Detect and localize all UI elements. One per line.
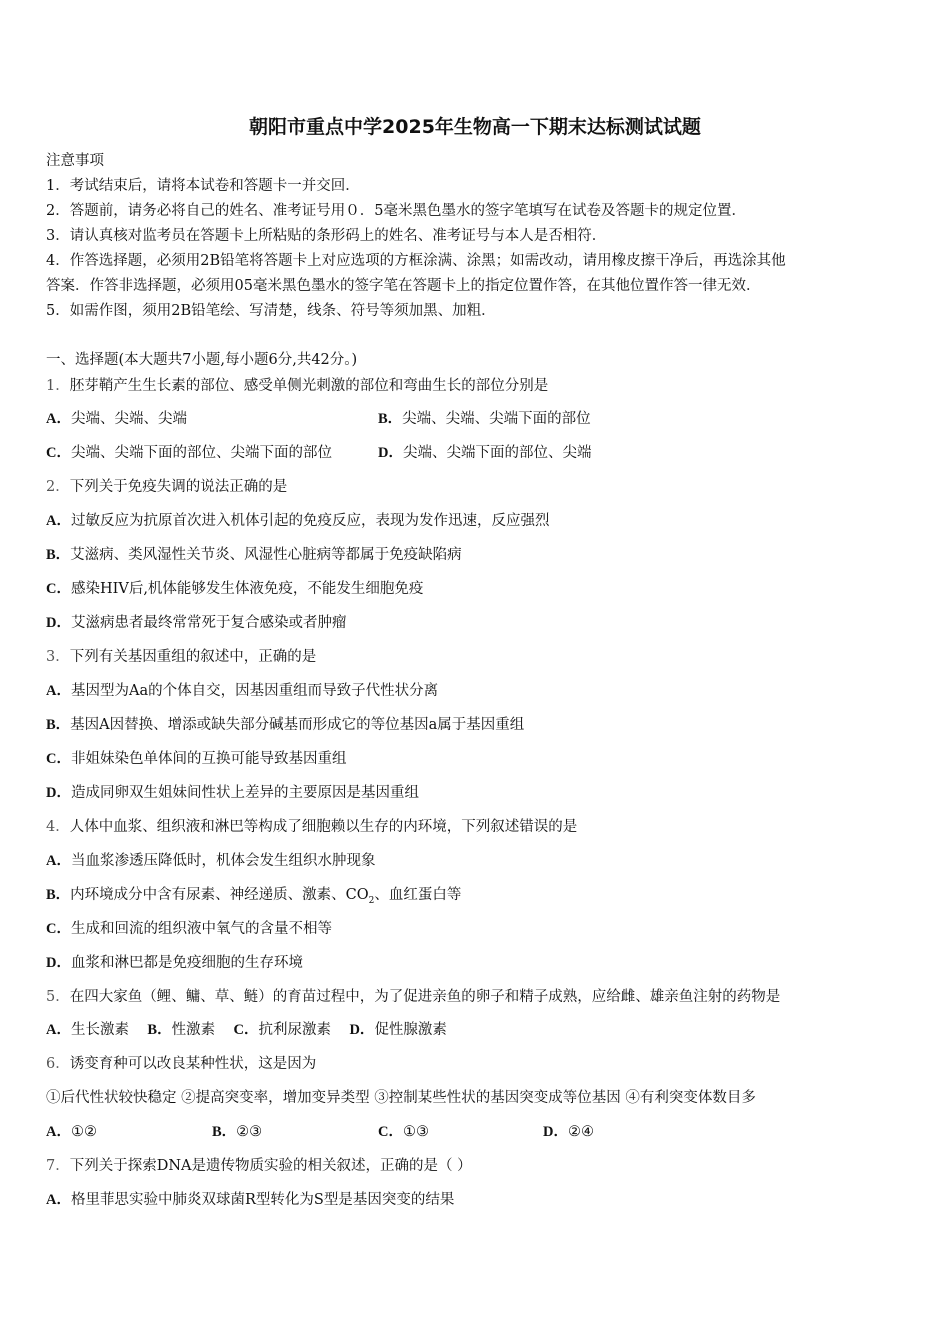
notice-item-1: 1．考试结束后，请将本试卷和答题卡一并交回． xyxy=(46,178,360,194)
option-text: 生长激素 xyxy=(70,1022,129,1038)
option-text: 尖端、尖端下面的部位、尖端下面的部位 xyxy=(70,445,332,461)
question-number: 4． xyxy=(46,819,70,835)
question-stem: 人体中血浆、组织液和淋巴等构成了细胞赖以生存的内环境，下列叙述错误的是 xyxy=(69,819,578,835)
option-text: 血浆和淋巴都是免疫细胞的生存环境 xyxy=(70,955,303,971)
q4-option-d[interactable] xyxy=(46,953,303,973)
q6-option-c[interactable] xyxy=(378,1122,429,1142)
question-7 xyxy=(46,1156,472,1176)
option-text: 生成和回流的组织液中氧气的含量不相等 xyxy=(70,921,332,937)
option-label: B． xyxy=(46,717,71,733)
notice-item-4-cont: 答案．作答非选择题，必须用05毫米黑色墨水的签字笔在答题卡上的指定位置作答，在其他位置作答一律无效． xyxy=(46,278,761,294)
option-label: A． xyxy=(46,1022,71,1038)
option-text: 感染HIV后,机体能够发生体液免疫，不能发生细胞免疫 xyxy=(70,581,424,597)
question-stem: 下列关于探索DNA是遗传物质实验的相关叙述，正确的是（ ） xyxy=(69,1158,472,1174)
option-text: 基因A因替换、增添或缺失部分碱基而形成它的等位基因a属于基因重组 xyxy=(70,717,525,733)
q5-option-a[interactable] xyxy=(46,1022,129,1038)
question-3 xyxy=(46,647,316,667)
option-label: D． xyxy=(46,785,71,801)
option-label: B． xyxy=(147,1022,172,1038)
option-label: A． xyxy=(46,1124,71,1140)
section-heading: 一、选择题(本大题共7小题,每小题6分,共42分。) xyxy=(46,352,358,368)
notice-item-3: 3．请认真核对监考员在答题卡上所粘贴的条形码上的姓名、准考证号与本人是否相符． xyxy=(46,228,607,244)
q3-option-c[interactable] xyxy=(46,749,346,769)
option-label: A． xyxy=(46,1192,71,1208)
notice-item-2: 2．答题前，请务必将自己的姓名、准考证号用０．5毫米黑色墨水的签字笔填写在试卷及答题卡的规定位置． xyxy=(46,203,746,219)
option-text: 非姐妹染色单体间的互换可能导致基因重组 xyxy=(70,751,347,767)
question-number: 3． xyxy=(46,649,70,665)
q6-option-b[interactable] xyxy=(212,1122,262,1142)
option-label: C． xyxy=(378,1124,403,1140)
q3-option-a[interactable] xyxy=(46,681,438,701)
option-label: B． xyxy=(378,411,403,427)
question-number: 1． xyxy=(46,378,70,394)
q5-options xyxy=(46,1020,447,1040)
option-label: A． xyxy=(46,683,71,699)
option-text: ②③ xyxy=(236,1124,263,1140)
option-text: 促性腺激素 xyxy=(374,1022,447,1038)
option-text: 尖端、尖端下面的部位、尖端 xyxy=(402,445,592,461)
question-number: 5． xyxy=(46,989,70,1005)
q5-option-d[interactable] xyxy=(349,1022,446,1038)
option-text: 艾滋病患者最终常常死于复合感染或者肿瘤 xyxy=(70,615,347,631)
option-text: 造成同卵双生姐妹间性状上差异的主要原因是基因重组 xyxy=(70,785,419,801)
option-text: 艾滋病、类风湿性关节炎、风湿性心脏病等都属于免疫缺陷病 xyxy=(70,547,462,563)
q1-option-a[interactable] xyxy=(46,409,187,429)
q6-option-a[interactable] xyxy=(46,1122,97,1142)
option-text: ①② xyxy=(70,1124,97,1140)
q6-statements: ①后代性状较快稳定 ②提高突变率，增加变异类型 ③控制某些性状的基因突变成等位基因 ④有利突变体数目多 xyxy=(46,1090,756,1106)
question-5 xyxy=(46,987,780,1007)
question-4 xyxy=(46,817,577,837)
option-text: 基因型为Aa的个体自交，因基因重组而导致子代性状分离 xyxy=(70,683,439,699)
question-number: 6． xyxy=(46,1056,70,1072)
option-label: C． xyxy=(46,921,71,937)
option-label: B． xyxy=(212,1124,237,1140)
option-label: C． xyxy=(46,445,71,461)
option-label: D． xyxy=(378,445,403,461)
option-label: A． xyxy=(46,853,71,869)
option-text: 内环境成分中含有尿素、神经递质、激素、CO xyxy=(70,887,369,903)
q3-option-d[interactable] xyxy=(46,783,419,803)
subscript: 2 xyxy=(368,895,375,906)
q2-option-c[interactable] xyxy=(46,579,423,599)
option-label: D． xyxy=(46,955,71,971)
option-text: 尖端、尖端、尖端 xyxy=(70,411,187,427)
question-stem: 胚芽鞘产生生长素的部位、感受单侧光刺激的部位和弯曲生长的部位分别是 xyxy=(69,378,549,394)
question-stem: 在四大家鱼（鲤、鳙、草、鲢）的育苗过程中，为了促进亲鱼的卵子和精子成熟，应给雌、雄亲鱼注射的药物是 xyxy=(69,989,781,1005)
question-6 xyxy=(46,1054,316,1074)
option-label: A． xyxy=(46,411,71,427)
option-text: 尖端、尖端、尖端下面的部位 xyxy=(402,411,591,427)
option-label: B． xyxy=(46,547,71,563)
question-1 xyxy=(46,376,548,396)
option-label: B． xyxy=(46,887,71,903)
option-text: 格里菲思实验中肺炎双球菌R型转化为S型是基因突变的结果 xyxy=(70,1192,455,1208)
q1-option-c[interactable] xyxy=(46,443,332,463)
q4-option-b[interactable] xyxy=(46,885,461,911)
q5-option-c[interactable] xyxy=(234,1022,331,1038)
page-title: 朝阳市重点中学2025年生物高一下期末达标测试试题 xyxy=(249,116,701,138)
option-label: A． xyxy=(46,513,71,529)
option-text: ②④ xyxy=(567,1124,594,1140)
q5-option-b[interactable] xyxy=(147,1022,215,1038)
option-label: D． xyxy=(543,1124,568,1140)
option-text-end: 、血红蛋白等 xyxy=(374,887,462,903)
option-label: D． xyxy=(46,615,71,631)
q4-option-a[interactable] xyxy=(46,851,375,871)
question-2 xyxy=(46,477,287,497)
question-stem: 下列有关基因重组的叙述中，正确的是 xyxy=(69,649,317,665)
option-label: D． xyxy=(349,1022,375,1038)
notice-item-4: 4．作答选择题，必须用2B铅笔将答题卡上对应选项的方框涂满、涂黑；如需改动，请用橡皮擦干净后，再选涂其他 xyxy=(46,253,786,269)
q7-option-a[interactable] xyxy=(46,1190,454,1210)
q6-option-d[interactable] xyxy=(543,1122,594,1142)
q2-option-d[interactable] xyxy=(46,613,346,633)
q4-option-c[interactable] xyxy=(46,919,332,939)
option-text: 性激素 xyxy=(171,1022,216,1038)
option-label: C． xyxy=(46,751,71,767)
option-text: 过敏反应为抗原首次进入机体引起的免疫反应，表现为发作迅速，反应强烈 xyxy=(70,513,550,529)
option-text: 当血浆渗透压降低时，机体会发生组织水肿现象 xyxy=(70,853,376,869)
q3-option-b[interactable] xyxy=(46,715,524,735)
option-text: ①③ xyxy=(402,1124,429,1140)
q2-option-b[interactable] xyxy=(46,545,462,565)
question-stem: 诱变育种可以改良某种性状，这是因为 xyxy=(69,1056,317,1072)
q1-option-b[interactable] xyxy=(378,409,591,429)
question-number: 7． xyxy=(46,1158,70,1174)
q1-option-d[interactable] xyxy=(378,443,591,463)
option-text: 抗利尿激素 xyxy=(258,1022,332,1038)
option-label: C． xyxy=(46,581,71,597)
notice-heading: 注意事项 xyxy=(46,153,104,169)
question-stem: 下列关于免疫失调的说法正确的是 xyxy=(69,479,288,495)
question-number: 2． xyxy=(46,479,70,495)
notice-item-5: 5．如需作图，须用2B铅笔绘、写清楚，线条、符号等须加黑、加粗． xyxy=(46,303,496,319)
q2-option-a[interactable] xyxy=(46,511,549,531)
option-label: C． xyxy=(233,1022,259,1038)
